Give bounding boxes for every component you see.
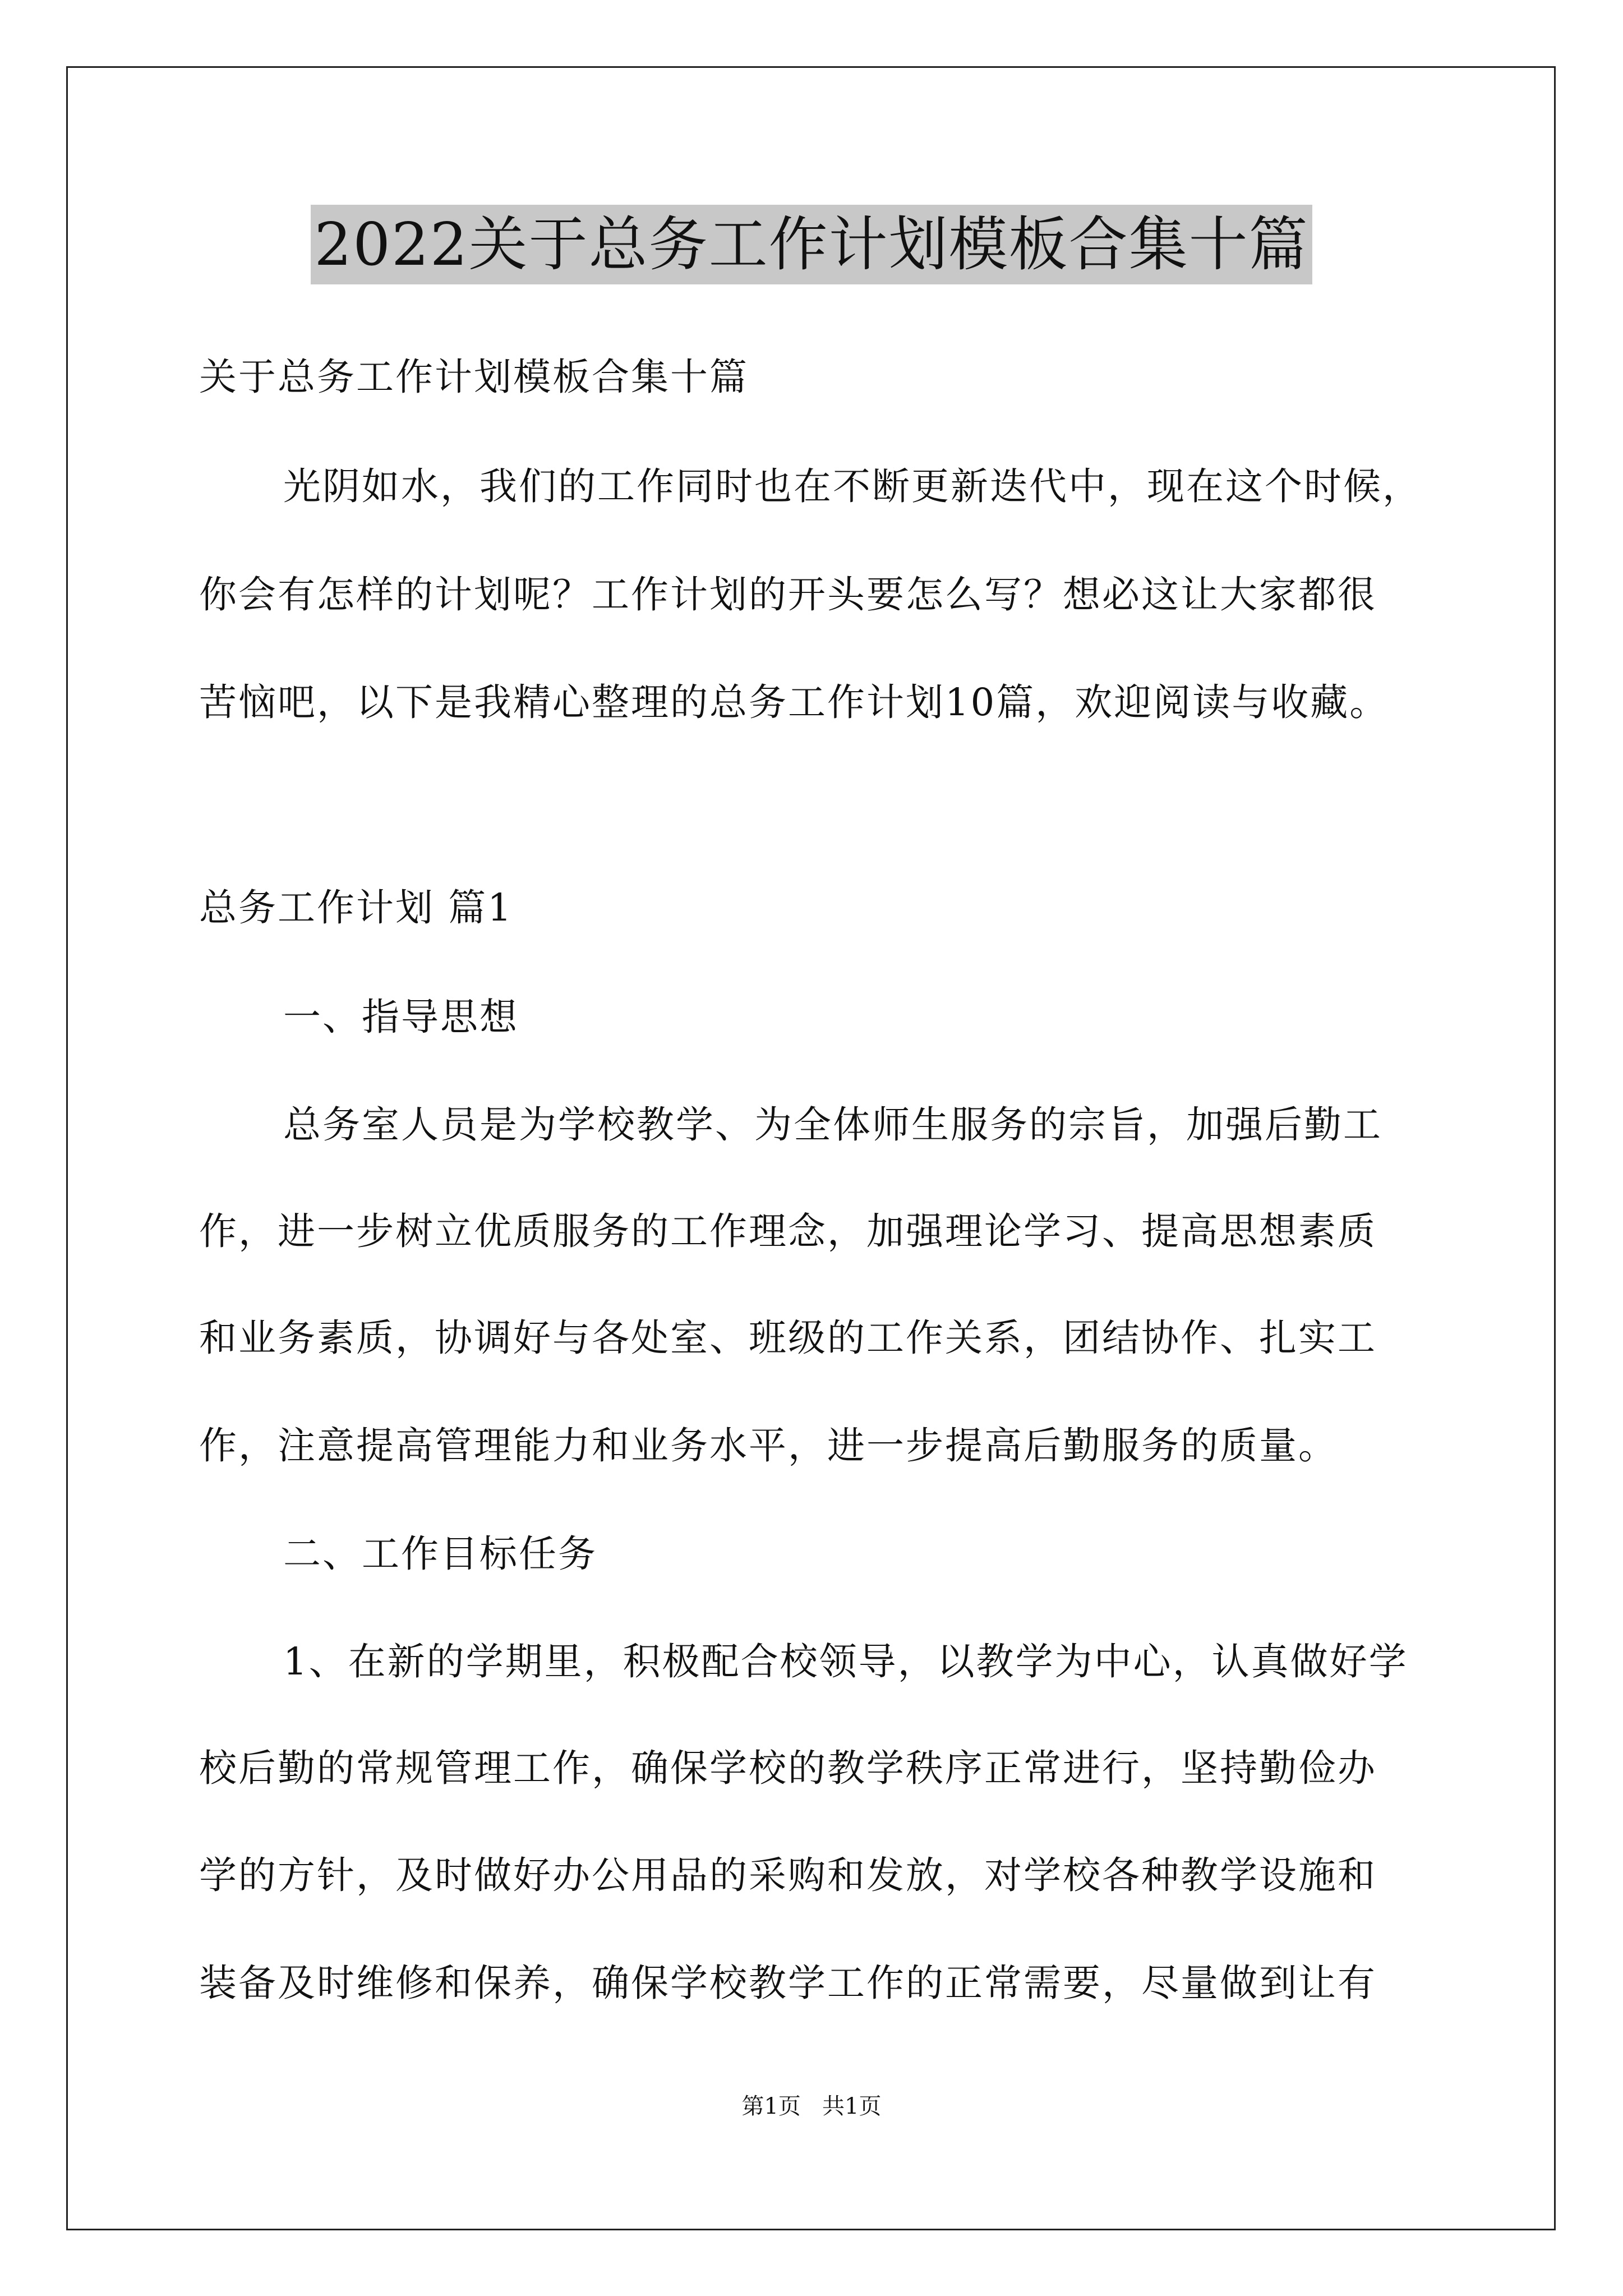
document-title: 2022关于总务工作计划模板合集十篇 xyxy=(311,205,1312,284)
section-heading: 总务工作计划 篇1 xyxy=(199,886,513,930)
page-footer: 第1页 共1页 xyxy=(741,2093,882,2119)
paragraph-line: 校后勤的常规管理工作，确保学校的教学秩序正常进行，坚持勤俭办 xyxy=(199,1746,1377,1790)
paragraph-line: 和业务素质，协调好与各处室、班级的工作关系，团结协作、扎实工 xyxy=(199,1316,1377,1360)
heading-guiding-thought: 一、指导思想 xyxy=(283,995,519,1039)
paragraph-line: 作，进一步树立优质服务的工作理念，加强理论学习、提高思想素质 xyxy=(199,1209,1377,1253)
heading-work-targets: 二、工作目标任务 xyxy=(283,1532,597,1576)
paragraph-line: 学的方针，及时做好办公用品的采购和发放，对学校各种教学设施和 xyxy=(199,1853,1377,1897)
paragraph-line: 总务室人员是为学校教学、为全体师生服务的宗旨，加强后勤工 xyxy=(283,1103,1382,1147)
intro-line: 苦恼吧，以下是我精心整理的总务工作计划10篇，欢迎阅读与收藏。 xyxy=(199,680,1389,724)
intro-line: 光阴如水，我们的工作同时也在不断更新迭代中，现在这个时候， xyxy=(283,464,1422,508)
paragraph-line: 装备及时维修和保养，确保学校教学工作的正常需要，尽量做到让有 xyxy=(199,1961,1377,2005)
paragraph-line: 作，注意提高管理能力和业务水平，进一步提高后勤服务的质量。 xyxy=(199,1424,1338,1467)
document-subtitle: 关于总务工作计划模板合集十篇 xyxy=(199,355,749,399)
title-container xyxy=(0,205,1623,284)
intro-line: 你会有怎样的计划呢？工作计划的开头要怎么写？想必这让大家都很 xyxy=(199,573,1377,616)
paragraph-line: 1、在新的学期里，积极配合校领导，以教学为中心，认真做好学 xyxy=(283,1640,1408,1683)
